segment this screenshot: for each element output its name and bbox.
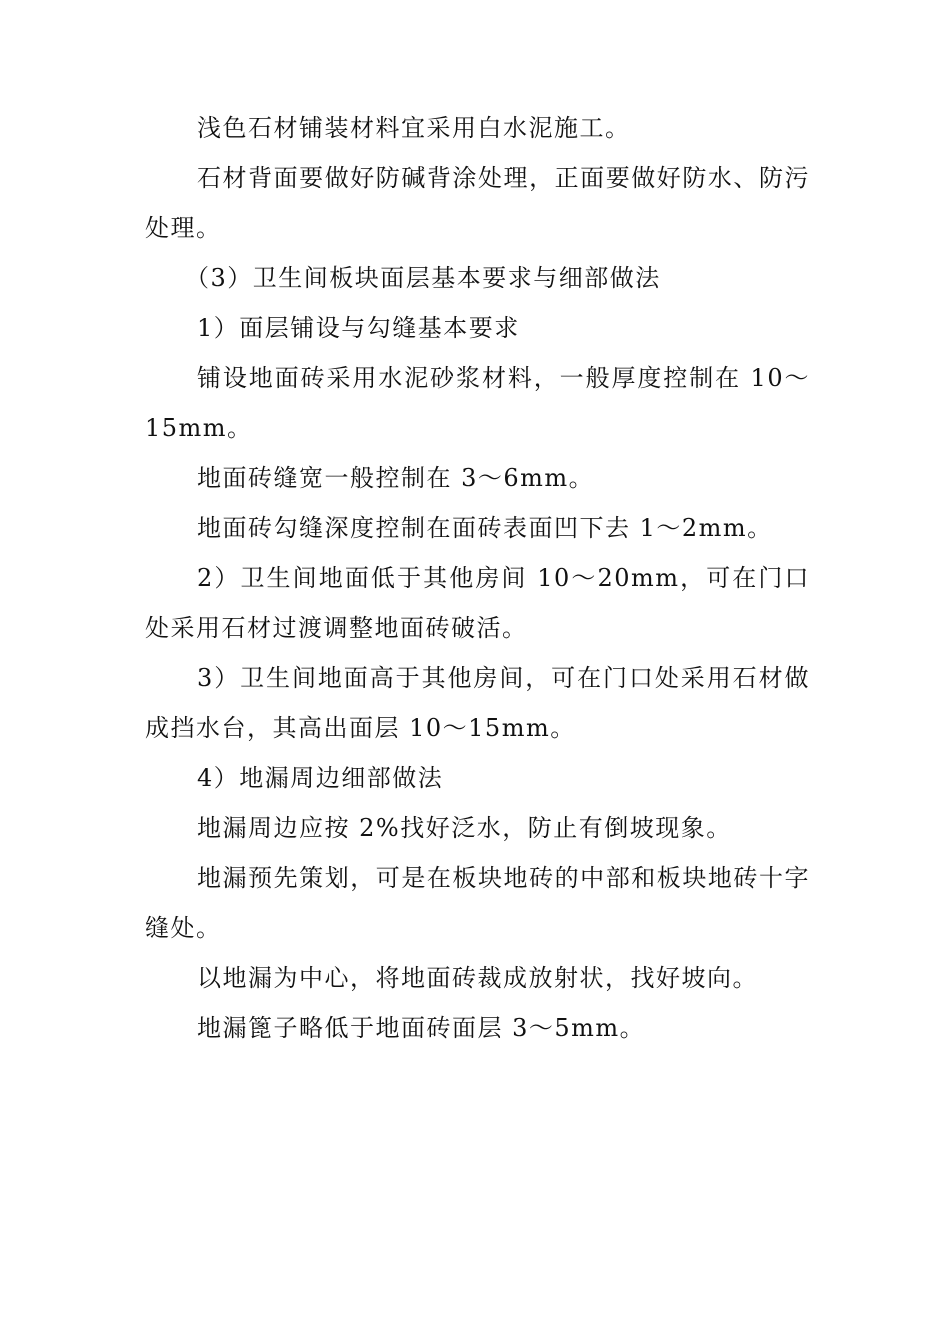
paragraph: 地面砖勾缝深度控制在面砖表面凹下去 1～2mm。 — [197, 514, 773, 542]
paragraph: 以地漏为中心，将地面砖裁成放射状，找好坡向。 — [197, 964, 758, 992]
subsection-heading: 4）地漏周边细部做法 — [197, 764, 444, 792]
paragraph: 地漏篦子略低于地面砖面层 3～5mm。 — [197, 1014, 646, 1042]
paragraph: 地漏周边应按 2%找好泛水，防止有倒坡现象。 — [197, 814, 732, 842]
document-body — [145, 103, 810, 1053]
paragraph: 地面砖缝宽一般控制在 3～6mm。 — [197, 464, 595, 492]
paragraph: 地漏预先策划，可是在板块地砖的中部和板块地砖十字缝处。 — [145, 864, 810, 942]
section-heading: （3）卫生间板块面层基本要求与细部做法 — [185, 264, 661, 292]
paragraph: 2）卫生间地面低于其他房间 10～20mm，可在门口处采用石材过渡调整地面砖破活。 — [145, 564, 810, 642]
subsection-heading: 1）面层铺设与勾缝基本要求 — [197, 314, 520, 342]
paragraph: 浅色石材铺装材料宜采用白水泥施工。 — [197, 114, 631, 142]
paragraph: 石材背面要做好防碱背涂处理，正面要做好防水、防污处理。 — [145, 164, 810, 242]
paragraph: 铺设地面砖采用水泥砂浆材料，一般厚度控制在 10～15mm。 — [145, 364, 810, 442]
paragraph: 3）卫生间地面高于其他房间，可在门口处采用石材做成挡水台，其高出面层 10～15mm。 — [145, 664, 810, 742]
